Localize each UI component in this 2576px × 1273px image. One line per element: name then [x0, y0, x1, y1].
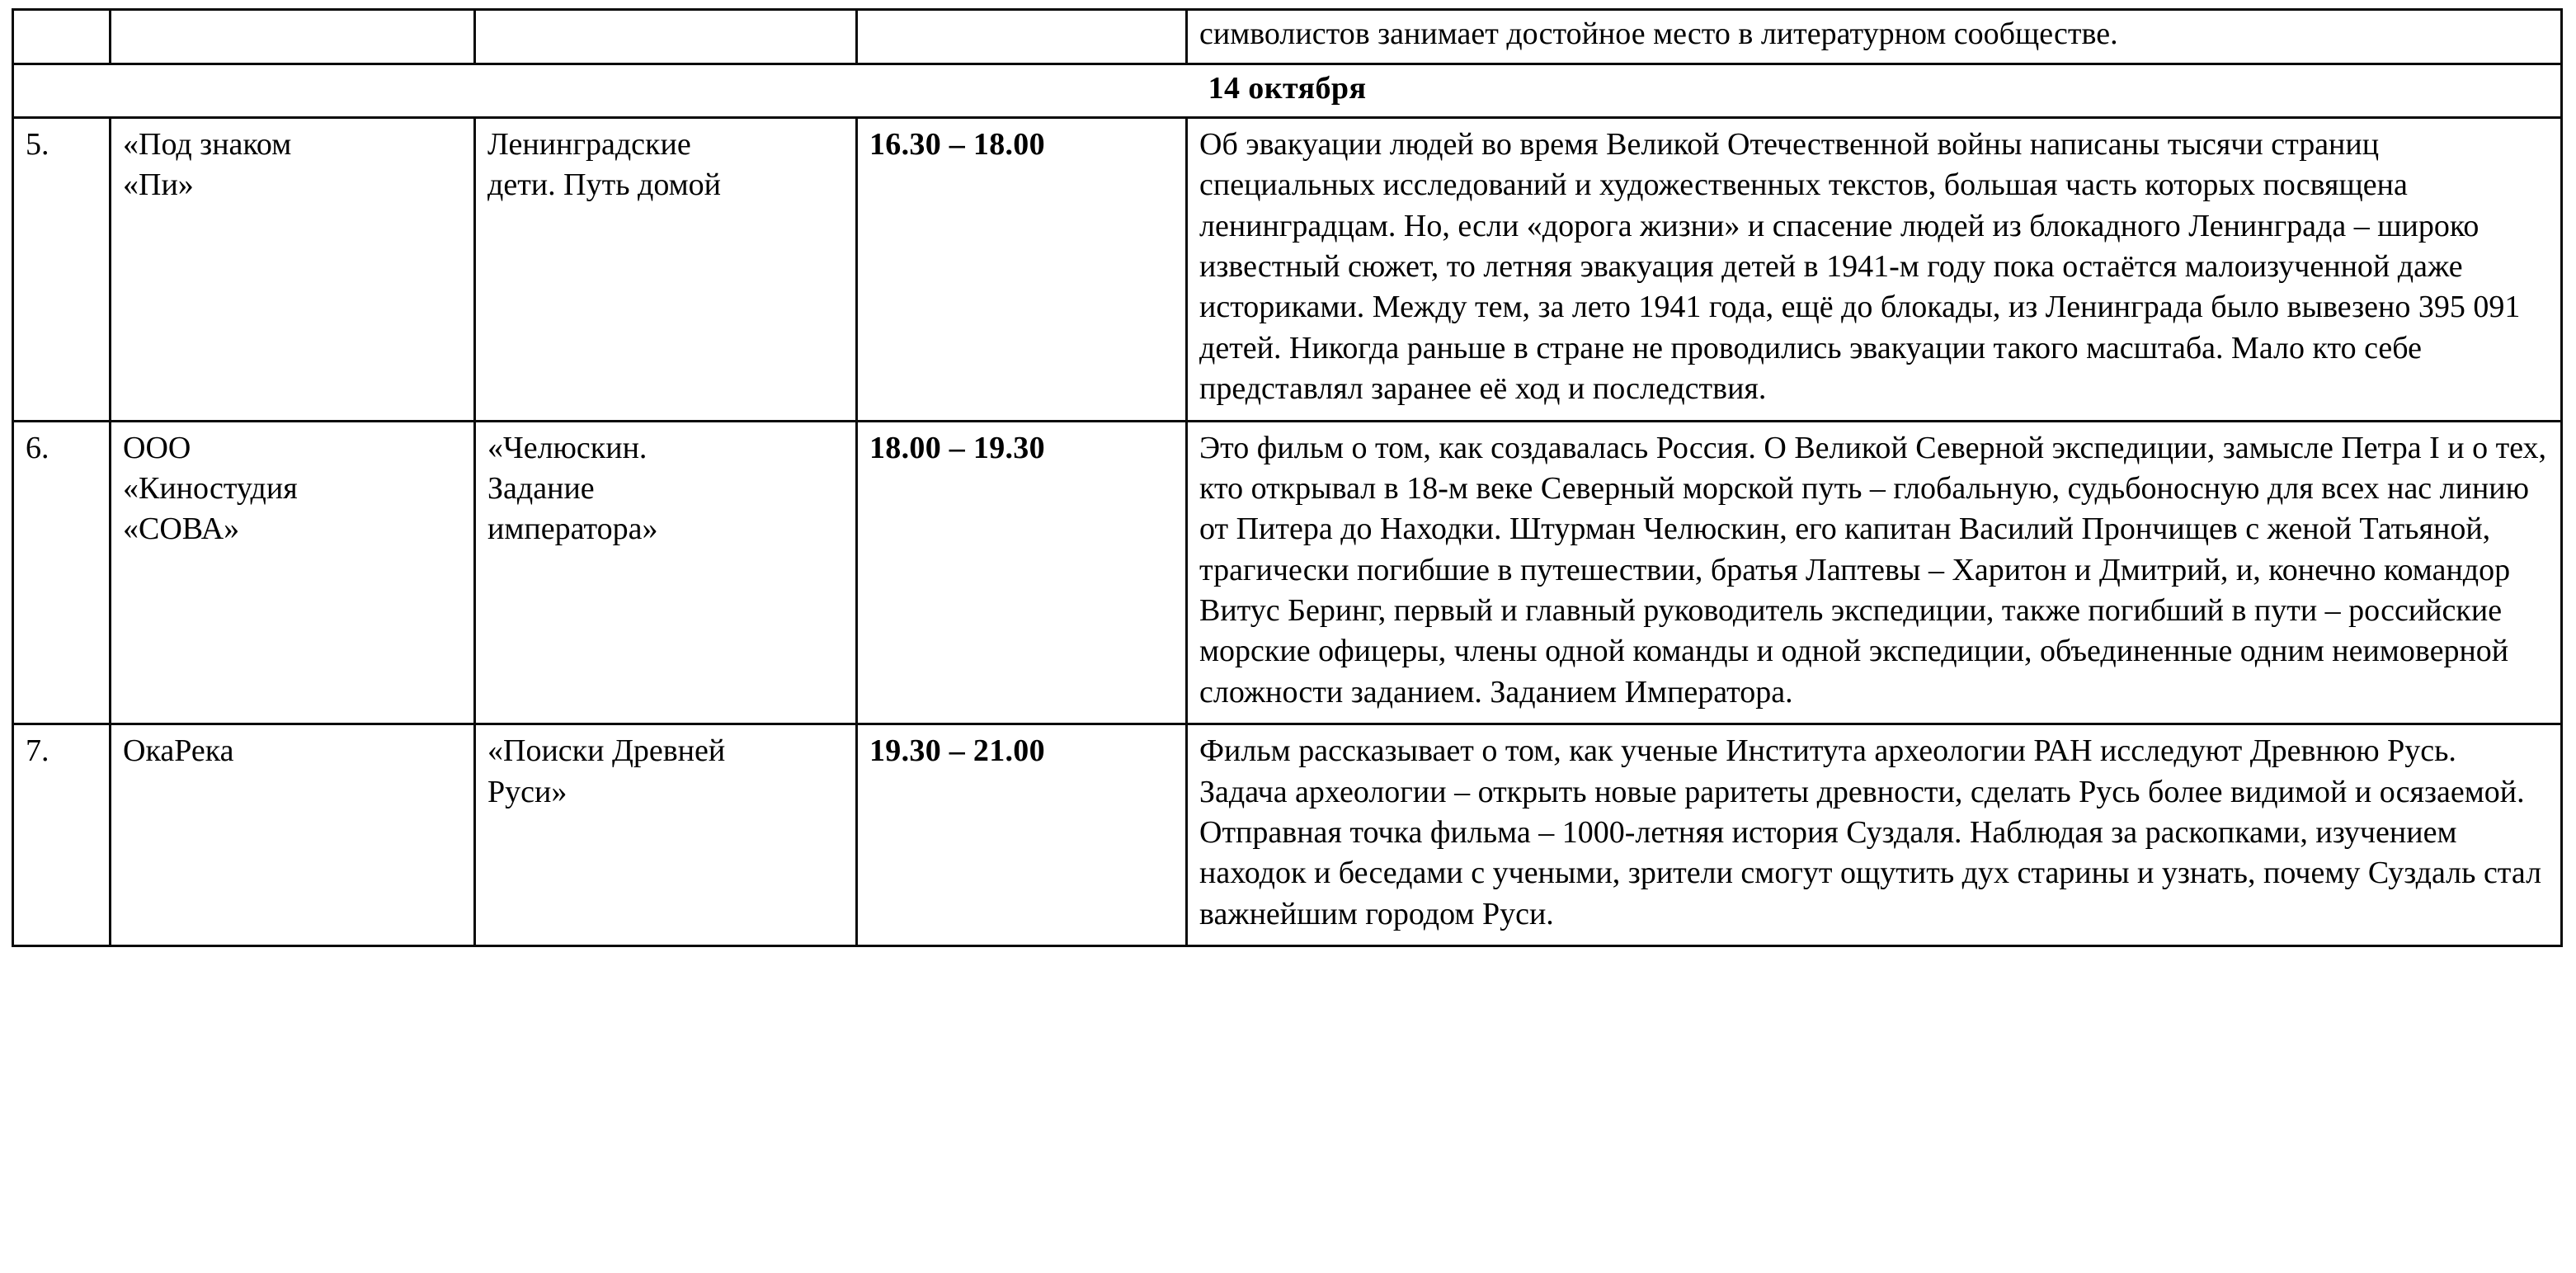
film-title-line: Ленинградские: [487, 126, 691, 162]
table-row: [13, 117, 2562, 421]
description-text: Это фильм о том, как создавалась Россия. О Великой Северной экспедиции, замысле Петра I и о тех, кто открывал в 18-м веке Северный морской путь – глобальную, судьбоносную для всех нас линию от Питера до Находки. Штурман Челюскин, его капитан Василий Прончищев с женой Татьяной, трагически погибшие в путешествии, братья Лаптевы – Харитон и Дмитрий, и, конечно командор Витус Беринг, первый и главный руководитель экспедиции, также погибший в пути – российские морские офицеры, члены одной команды и одной экспедиции, объединенные одним неимоверной сложности заданием. Заданием Императора.: [1199, 430, 2547, 710]
cell-time-slot: 18.00 – 19.30: [857, 421, 1187, 724]
table-row: [13, 724, 2562, 946]
scanned-document-page: [0, 8, 2576, 1273]
cell-organization: [111, 724, 475, 946]
schedule-table-body: [13, 10, 2562, 946]
cell-film-title: [475, 10, 857, 64]
cell-number: 6.: [13, 421, 111, 724]
cell-film-title: [475, 421, 857, 724]
organization-line: ОкаРека: [123, 733, 234, 769]
table-row-date-separator: [13, 64, 2562, 117]
film-title-line: Задание: [487, 470, 595, 506]
table-row: [13, 421, 2562, 724]
cell-film-title: [475, 724, 857, 946]
cell-description: [1187, 421, 2562, 724]
organization-line: «Пи»: [123, 167, 194, 203]
cell-time-slot: 19.30 – 21.00: [857, 724, 1187, 946]
organization-line: «Под знаком: [123, 126, 292, 162]
cell-organization: [111, 117, 475, 421]
film-title-line: «Челюскин.: [487, 430, 648, 465]
cell-film-title: [475, 117, 857, 421]
cell-number: 5.: [13, 117, 111, 421]
schedule-table: [12, 8, 2563, 947]
film-title-line: Руси»: [487, 774, 567, 809]
cell-organization: [111, 10, 475, 64]
description-text: Фильм рассказывает о том, как ученые Института археологии РАН исследуют Древнюю Русь. Задача археологии – открыть новые раритеты древности, сделать Русь более видимой и осязаемой. Отправная точка фильма – 1000-летняя история Суздаля. Наблюдая за раскопками, изучением находок и беседами с учеными, зрители смогут ощутить дух старины и узнать, почему Суздаль стал важнейшим городом Руси.: [1199, 733, 2542, 931]
organization-line: ООО: [123, 430, 191, 465]
description-text: Об эвакуации людей во время Великой Отечественной войны написаны тысячи страниц специальных исследований и художественных текстов, большая часть которых посвящена ленинградцам. Но, если «дорога жизни» и спасение людей из блокадного Ленинграда – широко известный сюжет, то летняя эвакуация детей в 1941-м году пока остаётся малоизученной даже историками. Между тем, за лето 1941 года, ещё до блокады, из Ленинграда было вывезено 395 091 детей. Никогда раньше в стране не проводились эвакуации такого масштаба. Мало кто себе представлял заранее её ход и последствия.: [1199, 126, 2521, 407]
film-title-line: дети. Путь домой: [487, 167, 722, 203]
cell-time-slot: 16.30 – 18.00: [857, 117, 1187, 421]
film-title-line: «Поиски Древней: [487, 733, 726, 769]
date-separator-label: 14 октября: [13, 64, 2562, 117]
cell-organization: [111, 421, 475, 724]
organization-line: «СОВА»: [123, 512, 240, 547]
table-row-continuation: [13, 10, 2562, 64]
cell-description: [1187, 117, 2562, 421]
description-text: символистов занимает достойное место в литературном сообществе.: [1199, 17, 2118, 51]
cell-number: [13, 10, 111, 64]
cell-description: [1187, 724, 2562, 946]
cell-number: 7.: [13, 724, 111, 946]
organization-line: «Киностудия: [123, 470, 298, 506]
film-title-line: императора»: [487, 512, 658, 547]
cell-description: [1187, 10, 2562, 64]
cell-time-slot: [857, 10, 1187, 64]
